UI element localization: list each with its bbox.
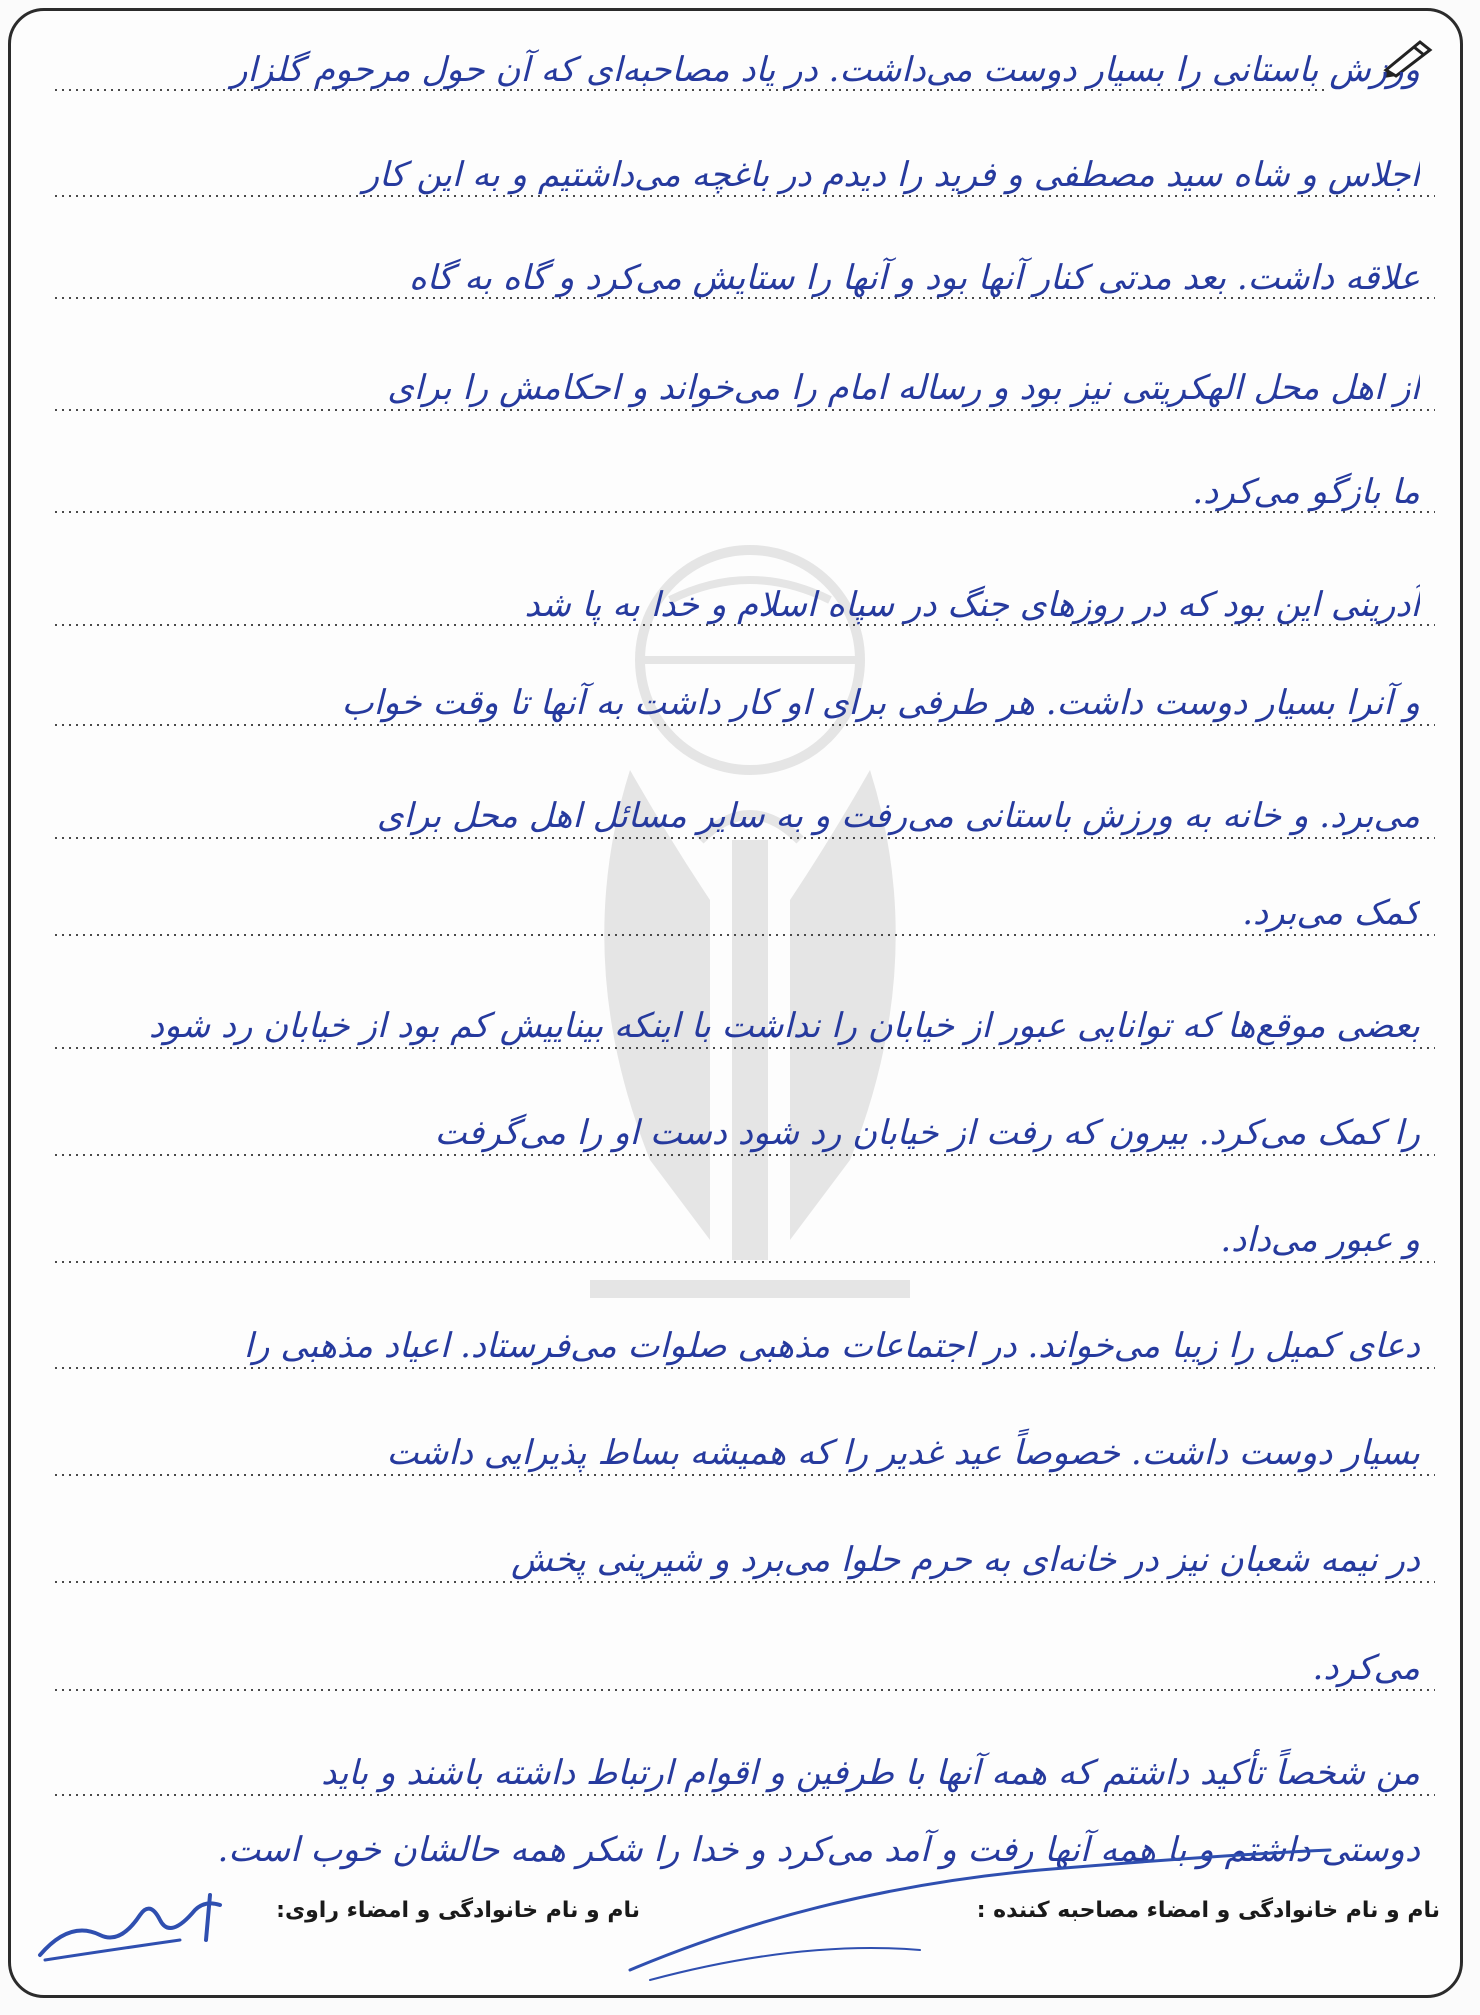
body-line: آدرینی این بود که در روزهای جنگ در سپاه اسلام و خدا به پا شد: [524, 585, 1420, 625]
body-line: در نیمه شعبان نیز در خانه‌ای به حرم حلوا می‌برد و شیرینی پخش: [511, 1540, 1420, 1580]
body-line: من شخصاً تأکید داشتم که همه آنها با طرفین و اقوام ارتباط داشته باشند و باید: [321, 1753, 1420, 1793]
narrator-signature: [30, 1880, 230, 1970]
body-line: از اهل محل الهکریتی نیز بود و رساله امام را می‌خواند و احکامش را برای: [387, 368, 1420, 408]
body-line: دعای کمیل را زیبا می‌خواند. در اجتماعات مذهبی صلوات می‌فرستاد. اعیاد مذهبی را: [243, 1326, 1420, 1366]
narrator-signature-label: نام و نام خانوادگی و امضاء راوی:: [276, 1898, 640, 1923]
body-line: دوستی داشتم و با همه آنها رفت و آمد می‌کرد و خدا را شکر همه حالشان خوب است.: [217, 1830, 1420, 1870]
body-line: و عبور می‌داد.: [1220, 1220, 1420, 1260]
body-line: می‌برد. و خانه به ورزش باستانی می‌رفت و به سایر مسائل اهل محل برای: [376, 796, 1420, 836]
handwritten-body: [60, 0, 1420, 1940]
body-line: بسیار دوست داشت. خصوصاً عید غدیر را که همیشه بساط پذیرایی داشت: [386, 1433, 1420, 1473]
body-line: کمک می‌برد.: [1242, 893, 1420, 933]
body-line: علاقه داشت. بعد مدتی کنار آنها بود و آنها را ستایش می‌کرد و گاه به گاه: [409, 258, 1420, 298]
interviewer-signature-label: نام و نام خانوادگی و امضاء مصاحبه کننده :: [976, 1898, 1440, 1923]
body-line: ما بازگو می‌کرد.: [1192, 472, 1420, 512]
body-line: ورزش باستانی را بسیار دوست می‌داشت. در یاد مصاحبه‌ای که آن حول مرحوم گلزار: [231, 50, 1420, 90]
body-line: و آنرا بسیار دوست داشت. هر طرفی برای او کار داشت به آنها تا وقت خواب: [341, 683, 1420, 723]
footer: [30, 1880, 1450, 1940]
body-line: می‌کرد.: [1312, 1648, 1420, 1688]
body-line: را کمک می‌کرد. بیرون که رفت از خیابان رد شود دست او را می‌گرفت: [434, 1113, 1420, 1153]
body-line: بعضی موقع‌ها که توانایی عبور از خیابان را نداشت با اینکه بیناییش کم بود از خیابان رد شود: [148, 1006, 1420, 1046]
body-line: اجلاس و شاه سید مصطفی و فرید را دیدم در باغچه می‌داشتیم و به این کار: [362, 155, 1420, 195]
